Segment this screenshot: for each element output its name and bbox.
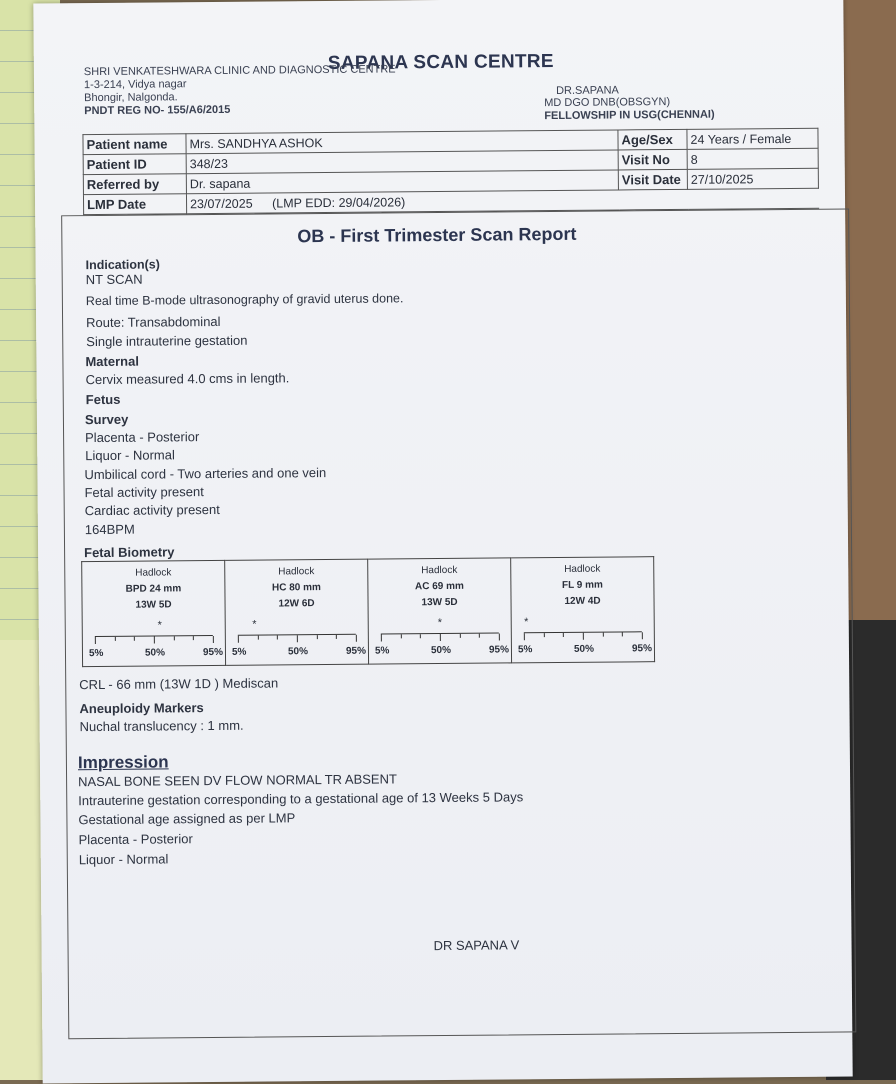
- percentile-scale: [381, 633, 499, 643]
- scale-label-p50: 50%: [573, 643, 595, 655]
- indication-text: NT SCAN: [85, 271, 143, 288]
- scale-tick: [440, 634, 441, 641]
- report-page: [33, 0, 852, 1084]
- centre-name: SAPANA SCAN CENTRE: [327, 51, 554, 74]
- scale-label-p50: 50%: [144, 647, 166, 659]
- biometry-heading: Fetal Biometry: [84, 544, 175, 561]
- scale-tick: [479, 634, 480, 638]
- scale-tick: [499, 634, 500, 641]
- biometry-label: [225, 564, 367, 613]
- scale-tick: [213, 636, 214, 643]
- scale-tick: [622, 632, 623, 636]
- patient-name: Mrs. SANDHYA ASHOK: [186, 130, 618, 154]
- scale-tick: [563, 633, 564, 637]
- impression-line-3: Gestational age assigned as per LMP: [78, 810, 296, 828]
- cord-line: Umbilical cord - Two arteries and one vein: [84, 465, 327, 483]
- heart-rate: 164BPM: [84, 521, 135, 538]
- scale-tick: [420, 634, 421, 638]
- age-sex: 24 Years / Female: [687, 128, 818, 149]
- biometry-method: Hadlock: [278, 566, 315, 578]
- biometry-gestational-age: 12W 6D: [278, 598, 315, 610]
- scale-tick: [460, 634, 461, 638]
- impression-heading: Impression: [77, 752, 169, 773]
- scale-tick: [524, 633, 525, 640]
- label-age-sex: Age/Sex: [618, 129, 687, 150]
- scale-label-p50: 50%: [430, 644, 452, 657]
- lmp-edd: (LMP EDD: 29/04/2026): [272, 194, 406, 210]
- biometry-method: Hadlock: [135, 567, 172, 579]
- biometry-cell: [225, 559, 369, 665]
- impression-line-4: Placenta - Posterior: [78, 831, 193, 848]
- percentile-marker: *: [524, 616, 529, 629]
- biometry-measurement: BPD 24 mm: [125, 583, 182, 595]
- biometry-gestational-age: 13W 5D: [421, 596, 458, 609]
- doctor-fellowship: FELLOWSHIP IN USG(CHENNAI): [544, 108, 715, 123]
- scale-tick: [583, 633, 584, 640]
- biometry-measurement: HC 80 mm: [271, 582, 321, 594]
- biometry-label: [511, 561, 653, 610]
- address-line-1: 1-3-214, Vidya nagar: [83, 78, 187, 92]
- biometry-cell: [368, 558, 512, 664]
- scale-tick: [381, 635, 382, 642]
- cardiac-activity-line: Cardiac activity present: [84, 501, 220, 519]
- label-visit-date: Visit Date: [618, 169, 687, 190]
- scale-label-p50: 50%: [287, 646, 309, 658]
- biometry-measurement: FL 9 mm: [561, 579, 603, 591]
- percentile-marker: *: [157, 619, 162, 632]
- cervix-line: Cervix measured 4.0 cms in length.: [85, 370, 290, 388]
- scale-label-p5: 5%: [517, 644, 533, 656]
- biometry-method: Hadlock: [421, 564, 458, 577]
- scale-tick: [603, 633, 604, 637]
- label-lmp-date: LMP Date: [83, 194, 186, 215]
- nuchal-line: Nuchal translucency : 1 mm.: [79, 717, 244, 735]
- percentile-marker: *: [437, 617, 443, 630]
- crl-line: CRL - 66 mm (13W 1D ) Mediscan: [79, 675, 279, 693]
- scale-label-p5: 5%: [88, 647, 104, 660]
- biometry-measurement: AC 69 mm: [414, 580, 464, 593]
- scale-tick: [544, 633, 545, 637]
- signature-name: DR SAPANA V: [433, 937, 520, 954]
- scale-tick: [193, 636, 194, 640]
- biometry-gestational-age: 13W 5D: [135, 599, 172, 611]
- liquor-line: Liquor - Normal: [85, 447, 175, 464]
- scale-label-p95: 95%: [631, 643, 653, 655]
- biometry-method: Hadlock: [564, 563, 601, 575]
- scale-tick: [356, 635, 357, 642]
- clinic-name: SHRI VENKATESHWARA CLINIC AND DIAGNOSTIC CENTRE: [83, 63, 396, 79]
- scale-tick: [134, 637, 135, 641]
- biometry-label: [82, 565, 224, 614]
- scale-tick: [317, 635, 318, 639]
- patient-id: 348/23: [186, 150, 618, 174]
- scale-tick: [115, 637, 116, 641]
- biometry-gestational-age: 12W 4D: [564, 595, 601, 607]
- scale-label-p5: 5%: [231, 646, 247, 658]
- referred-by: Dr. sapana: [186, 170, 618, 194]
- lmp-date: 23/07/2025: [189, 196, 253, 211]
- gestation-line: Single intrauterine gestation: [86, 332, 248, 350]
- impression-line-1: NASAL BONE SEEN DV FLOW NORMAL TR ABSENT: [78, 771, 397, 790]
- survey-heading: Survey: [84, 411, 129, 428]
- report-title: OB - First Trimester Scan Report: [297, 223, 577, 247]
- scale-tick: [277, 635, 278, 639]
- scale-tick: [642, 632, 643, 639]
- fetus-heading: Fetus: [85, 391, 121, 408]
- scale-tick: [297, 635, 298, 642]
- patient-details-table: [82, 128, 819, 215]
- placenta-line: Placenta - Posterior: [85, 429, 200, 446]
- scale-tick: [154, 637, 155, 644]
- scale-tick: [336, 635, 337, 639]
- percentile-scale: [238, 634, 356, 644]
- scale-label-p95: 95%: [345, 645, 367, 657]
- scale-tick: [95, 637, 96, 644]
- label-patient-name: Patient name: [83, 134, 186, 155]
- fetal-activity-line: Fetal activity present: [84, 484, 204, 501]
- address-line-2: Bhongir, Nalgonda.: [84, 91, 178, 105]
- scale-label-p95: 95%: [488, 644, 510, 656]
- scale-tick: [258, 636, 259, 640]
- scale-label-p5: 5%: [374, 645, 390, 657]
- realtime-line: Real time B-mode ultrasonography of gravid uterus done.: [85, 291, 404, 309]
- impression-line-5: Liquor - Normal: [78, 851, 169, 868]
- visit-no: 8: [687, 148, 818, 169]
- label-visit-no: Visit No: [618, 149, 687, 170]
- scale-label-p95: 95%: [202, 646, 224, 659]
- scale-tick: [401, 634, 402, 638]
- impression-line-2: Intrauterine gestation corresponding to a gestational age of 13 Weeks 5 Days: [78, 789, 524, 809]
- biometry-table: [81, 556, 655, 667]
- biometry-cell: [82, 560, 226, 666]
- aneuploidy-heading: Aneuploidy Markers: [79, 700, 204, 717]
- scale-tick: [238, 636, 239, 643]
- pndt-reg-no: PNDT REG NO- 155/A6/2015: [84, 103, 231, 118]
- scale-tick: [174, 636, 175, 640]
- label-patient-id: Patient ID: [83, 154, 186, 175]
- label-referred-by: Referred by: [83, 174, 186, 195]
- percentile-scale: [524, 631, 642, 641]
- biometry-label: [368, 562, 510, 611]
- doctor-qualification: MD DGO DNB(OBSGYN): [544, 96, 671, 110]
- percentile-marker: *: [252, 618, 257, 631]
- visit-date: 27/10/2025: [687, 168, 818, 189]
- maternal-heading: Maternal: [85, 353, 139, 370]
- route-line: Route: Transabdominal: [86, 313, 221, 331]
- indication-heading: Indication(s): [85, 257, 160, 273]
- percentile-scale: [95, 635, 213, 645]
- doctor-name: DR.SAPANA: [556, 84, 619, 97]
- biometry-cell: [511, 557, 655, 663]
